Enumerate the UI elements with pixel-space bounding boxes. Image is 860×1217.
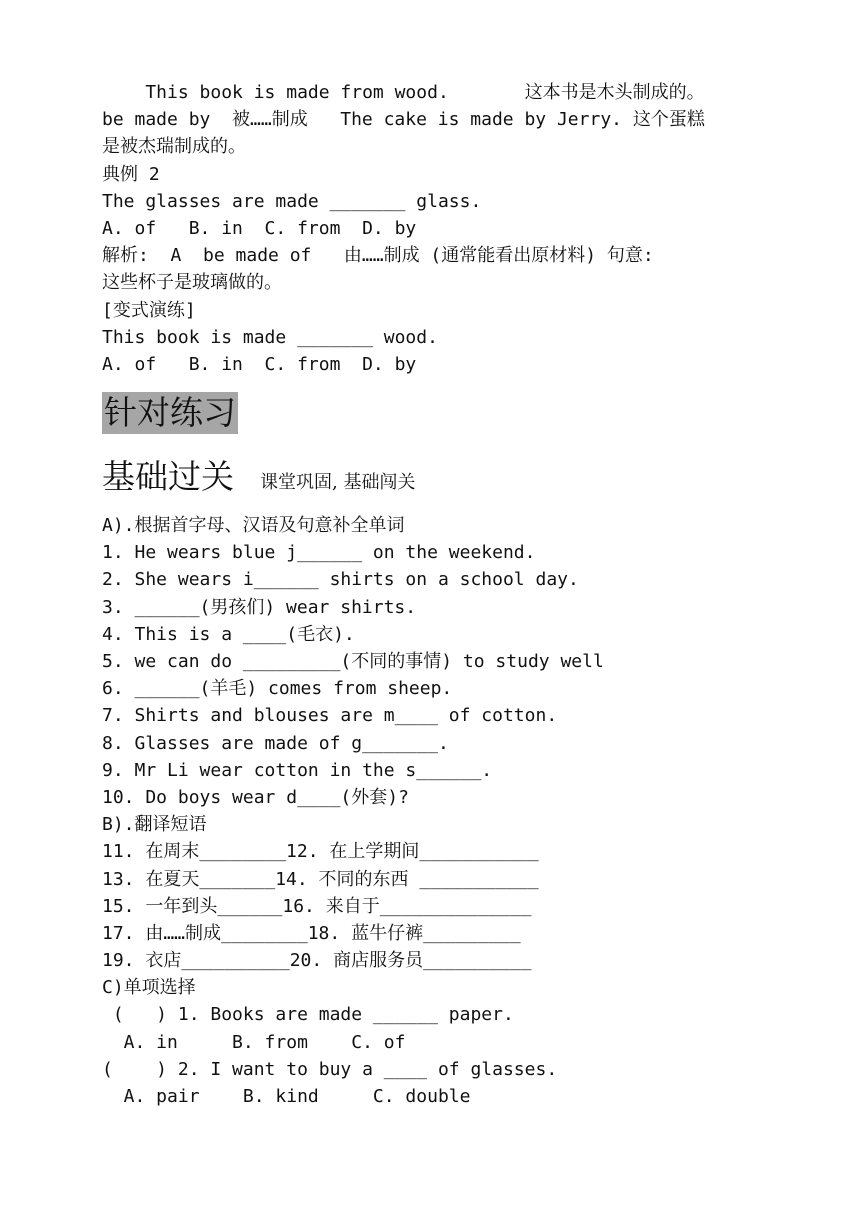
basic-title: 基础过关	[102, 457, 234, 497]
example-line-2: be made by 被……制成 The cake is made by Jerry. 这个蛋糕	[102, 109, 705, 131]
section-heading: 针对练习	[104, 393, 236, 433]
example-options: A. of B. in C. from D. by	[102, 217, 417, 239]
part-c-title: C)单项选择	[102, 977, 196, 999]
part-b-row-2: 13. 在夏天_______14. 不同的东西 ___________	[102, 868, 539, 890]
variant-label: [变式演练]	[102, 299, 196, 321]
variant-question: This book is made _______ wood.	[102, 326, 438, 348]
part-a-item-5: 5. we can do _________(不同的事情) to study well	[102, 651, 604, 672]
analysis-line-1: 解析: A be made of 由……制成 (通常能看出原材料) 句意:	[102, 245, 654, 267]
part-c-question-2: ( ) 2. I want to buy a ____ of glasses.	[102, 1058, 558, 1080]
basic-subtitle: 课堂巩固, 基础闯关	[260, 472, 416, 494]
part-b-title: B).翻译短语	[102, 814, 207, 836]
example-line-3: 是被杰瑞制成的。	[102, 136, 246, 158]
part-a-title: A).根据首字母、汉语及句意补全单词	[102, 515, 405, 537]
section-heading-block	[102, 392, 742, 434]
part-b-row-4: 17. 由……制成________18. 蓝牛仔裤_________	[102, 922, 521, 944]
variant-options: A. of B. in C. from D. by	[102, 353, 417, 375]
example-question: The glasses are made _______ glass.	[102, 190, 482, 212]
part-c-options-1: A. in B. from C. of	[102, 1031, 406, 1053]
part-b-row-5: 19. 衣店__________20. 商店服务员__________	[102, 950, 532, 972]
document-page	[102, 79, 742, 1110]
part-a-item-10: 10. Do boys wear d____(外套)?	[102, 786, 409, 808]
part-b-row-1: 11. 在周末________12. 在上学期间___________	[102, 841, 539, 863]
part-c-options-2: A. pair B. kind C. double	[102, 1086, 471, 1107]
example-line-1: This book is made from wood. 这本书是木头制成的。	[102, 82, 705, 103]
part-a-item-9: 9. Mr Li wear cotton in the s______.	[102, 759, 493, 781]
part-b-row-3: 15. 一年到头______16. 来自于______________	[102, 895, 532, 917]
part-a-item-6: 6. ______(羊毛) comes from sheep.	[102, 678, 453, 700]
analysis-line-2: 这些杯子是玻璃做的。	[102, 272, 282, 294]
example-label: 典例 2	[102, 163, 160, 185]
part-a-item-8: 8. Glasses are made of g_______.	[102, 732, 449, 754]
part-a-item-1: 1. He wears blue j______ on the weekend.	[102, 542, 536, 564]
basic-heading	[102, 456, 742, 504]
part-a-item-2: 2. She wears i______ shirts on a school day.	[102, 569, 579, 591]
part-a-item-7: 7. Shirts and blouses are m____ of cotton.	[102, 705, 558, 727]
part-c-question-1: ( ) 1. Books are made ______ paper.	[102, 1004, 514, 1026]
part-a-item-3: 3. ______(男孩们) wear shirts.	[102, 596, 417, 618]
part-a-item-4: 4. This is a ____(毛衣).	[102, 623, 355, 645]
